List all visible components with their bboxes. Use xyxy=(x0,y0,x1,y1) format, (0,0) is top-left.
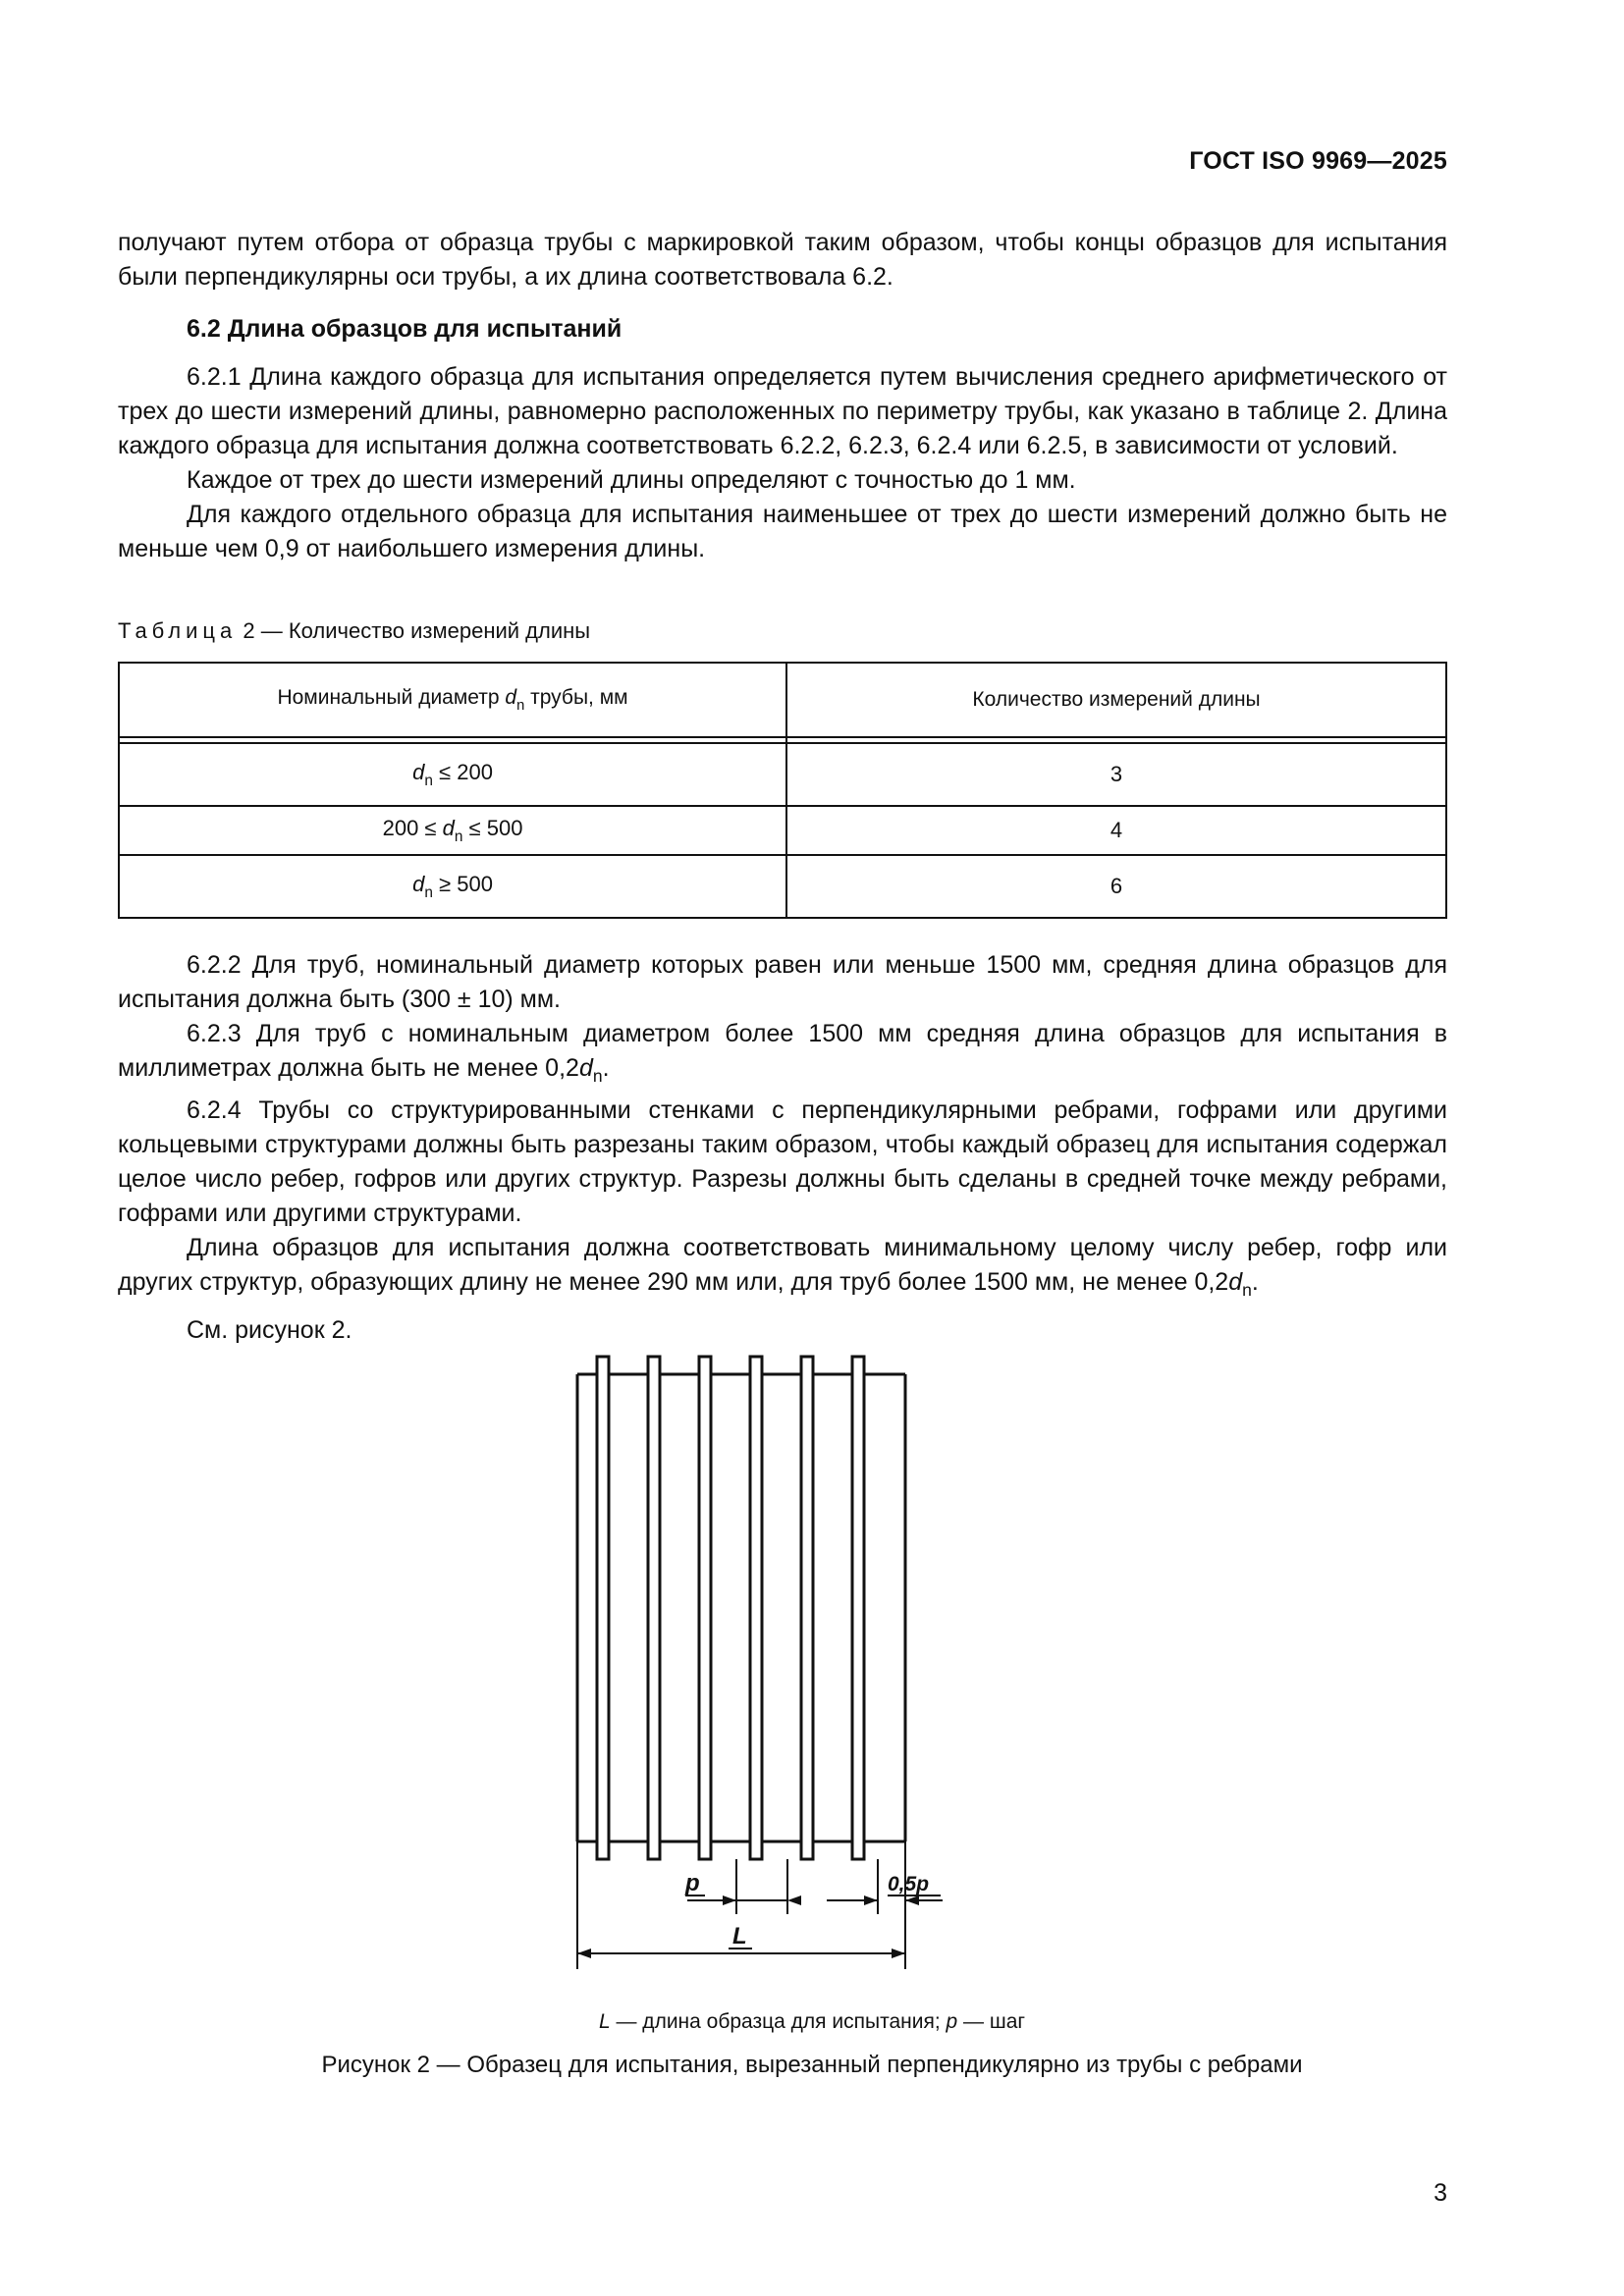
ribbed-pipe-figure xyxy=(550,1345,943,2002)
arrowhead xyxy=(892,1949,905,1958)
arrowhead xyxy=(577,1949,591,1958)
figure-caption: Рисунок 2 — Образец для испытания, вырезанный перпендикулярно из трубы с ребрами xyxy=(321,2052,1303,2078)
paragraph-accuracy: Каждое от трех до шести измерений длины определяют с точностью до 1 мм. xyxy=(187,466,1076,494)
arrowhead xyxy=(905,1896,919,1905)
rib xyxy=(648,1357,660,1859)
table-caption-word: Таблица xyxy=(118,618,238,643)
paragraph-6-2-2: 6.2.2 Для труб, номинальный диаметр которых равен или меньше 1500 мм, средняя длина образцов для испытания должна быть (300 ± 10) мм. xyxy=(118,951,1447,1013)
arrowhead xyxy=(864,1896,878,1905)
paragraph-min-measure: Для каждого отдельного образца для испытания наименьшее от трех до шести измерений должно быть не меньше чем 0,9 от наибольшего измерения длины. xyxy=(118,501,1447,562)
paragraph-6-2-1: 6.2.1 Длина каждого образца для испытания определяется путем вычисления среднего арифметического от трех до шести измерений длины, равномерно расположенных по периметру трубы, как указано в таблице 2. Длина каждого образца для испытания должна соответствовать 6.2.2, 6.2.3, 6.2.4 или 6.2.5, в зависимости от условий. xyxy=(118,363,1447,459)
table-row xyxy=(119,855,1446,918)
section-6-2 xyxy=(118,312,1447,566)
table-caption xyxy=(118,618,590,644)
header-diameter: Номинальный диаметр $d_n$ трубы, мм xyxy=(119,663,786,737)
paragraph-length-structures: Длина образцов для испытания должна соответствовать минимальному целому числу ребер, гофр или других структур, образующих длину не менее 290 мм или, для труб более 1500 мм, не менее $0,2d_n$. xyxy=(118,1234,1447,1300)
rib xyxy=(852,1357,864,1859)
paragraph-6-2-3: 6.2.3 Для труб с номинальным диаметром более 1500 мм средняя длина образцов для испытания в миллиметрах должна быть не менее $0,2d_n$. xyxy=(118,1020,1447,1086)
arrowhead xyxy=(723,1896,736,1905)
section-heading: 6.2 Длина образцов для испытаний xyxy=(187,315,623,343)
document-id: ГОСТ ISO 9969—2025 xyxy=(1189,147,1447,175)
arrowhead xyxy=(787,1896,801,1905)
intro-paragraph: получают путем отбора от образца трубы с маркировкой таким образом, чтобы концы образцов для испытания были перпендикулярны оси трубы, а их длина соответствовала 6.2. xyxy=(118,229,1447,291)
table-caption-text: 2 — Количество измерений длины xyxy=(243,618,591,643)
figure-legend: L — длина образца для испытания; p — шаг xyxy=(598,2010,1026,2033)
cell-diameter: $d_n \ge 500$ xyxy=(119,855,786,918)
cell-diameter: $d_n \le 200$ xyxy=(119,743,786,806)
cell-count: 3 xyxy=(786,743,1446,806)
rib xyxy=(699,1357,711,1859)
cell-count: 6 xyxy=(786,855,1446,918)
page-number: 3 xyxy=(1434,2179,1447,2207)
label-p: p xyxy=(685,1870,700,1896)
cell-count: 4 xyxy=(786,806,1446,855)
label-L: L xyxy=(732,1923,747,1949)
table-row xyxy=(119,743,1446,806)
paragraph-see-figure: См. рисунок 2. xyxy=(187,1316,352,1344)
label-half-p: 0,5p xyxy=(888,1873,930,1896)
cell-diameter: $200 \le d_n \le 500$ xyxy=(119,806,786,855)
rib xyxy=(801,1357,813,1859)
header-count: Количество измерений длины xyxy=(786,663,1446,737)
paragraph-6-2-4: 6.2.4 Трубы со структурированными стенками с перпендикулярными ребрами, гофрами или другими кольцевыми структурами должны быть разрезаны таким образом, чтобы каждый образец для испытания содержал целое число ребер, гофров или других структур. Разрезы должны быть сделаны в средней точке между ребрами, гофрами или другими структурами. xyxy=(118,1096,1447,1227)
measurements-table xyxy=(118,662,1447,919)
paragraphs-after-table xyxy=(118,948,1447,1348)
table-row xyxy=(119,806,1446,855)
intro-block xyxy=(118,226,1447,294)
table-header-row xyxy=(119,663,1446,737)
rib xyxy=(750,1357,762,1859)
rib xyxy=(597,1357,609,1859)
